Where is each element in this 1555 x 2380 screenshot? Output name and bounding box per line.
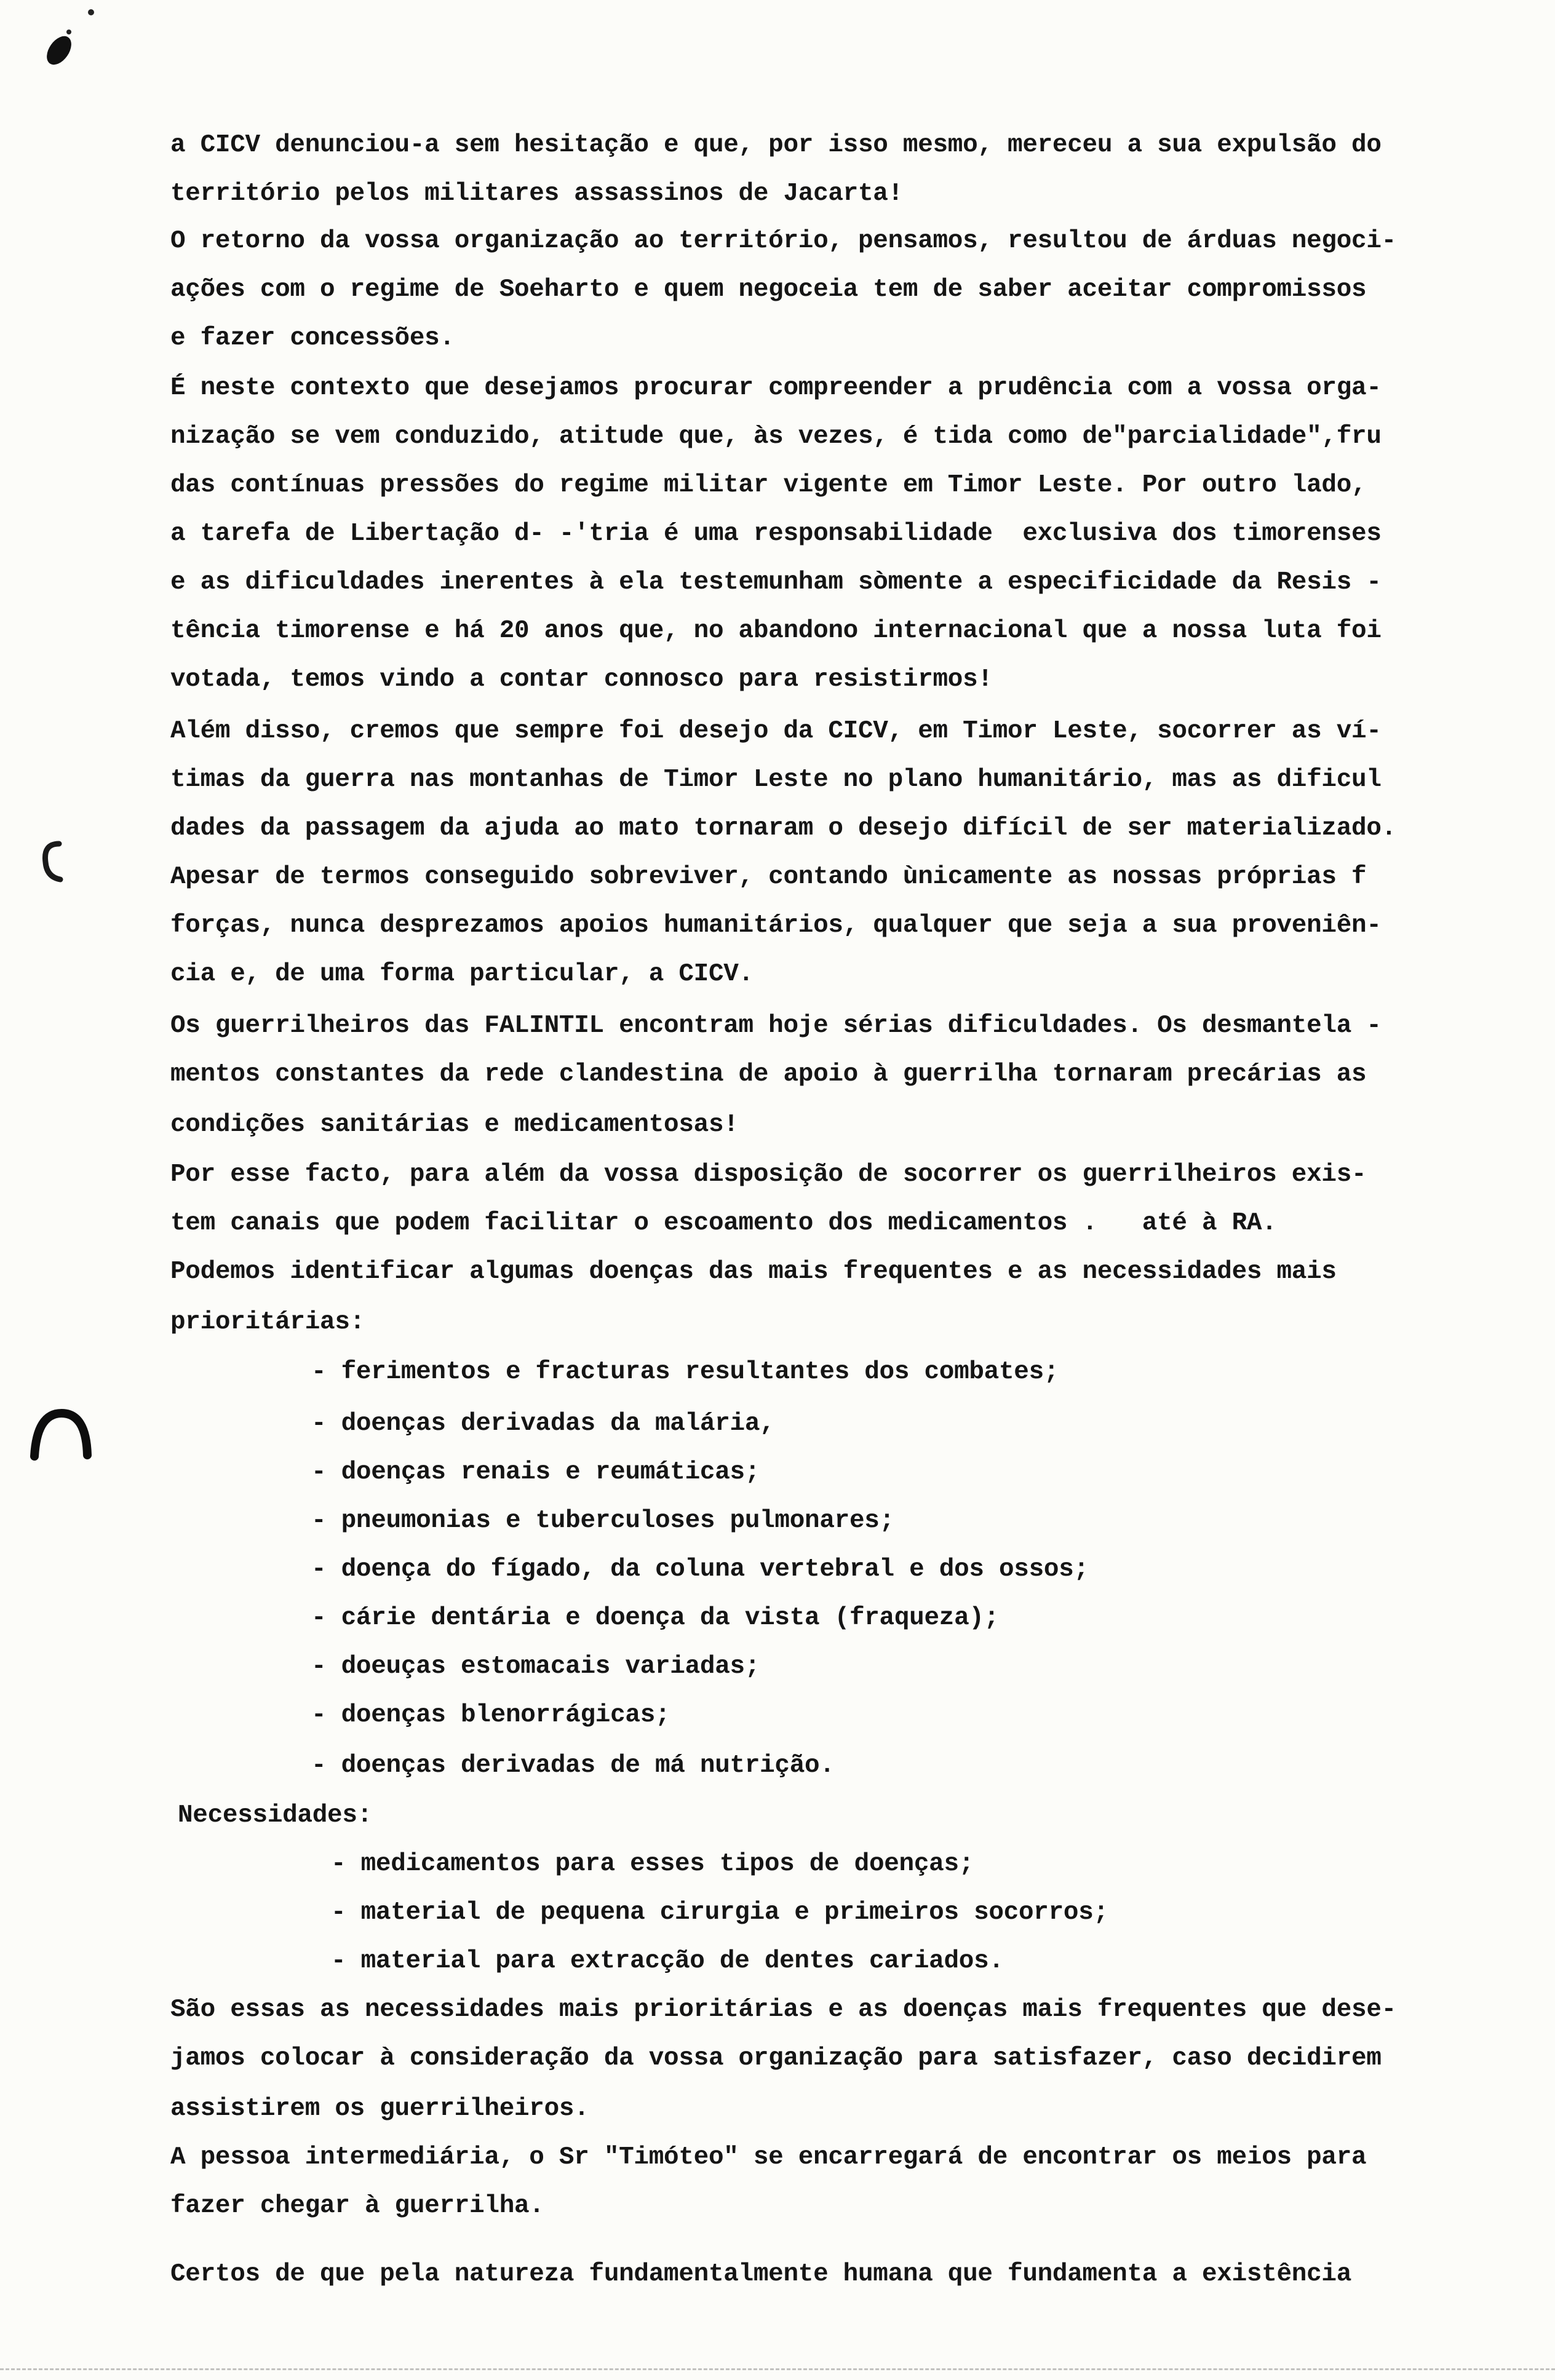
text-line: Podemos identificar algumas doenças das mais frequentes e as necessidades mais <box>170 1258 1337 1286</box>
text-line: forças, nunca desprezamos apoios humanitários, qualquer que seja a sua proveniên- <box>170 911 1382 940</box>
text-line: e as dificuldades inerentes à ela testemunham sòmente a especificidade da Resis - <box>170 568 1382 597</box>
list-item: - pneumonias e tuberculoses pulmonares; <box>311 1507 894 1535</box>
text-line: mentos constantes da rede clandestina de apoio à guerrilha tornaram precárias as <box>170 1060 1367 1089</box>
text-line: timas da guerra nas montanhas de Timor Leste no plano humanitário, mas as dificul <box>170 766 1382 794</box>
list-item: - cárie dentária e doença da vista (fraqueza); <box>311 1604 999 1632</box>
text-line: nização se vem conduzido, atitude que, às vezes, é tida como de"parcialidade",fru <box>170 422 1382 451</box>
list-item: - doenças renais e reumáticas; <box>311 1458 760 1486</box>
list-item: - material para extracção de dentes cariados. <box>331 1947 1004 1975</box>
text-line: Os guerrilheiros das FALINTIL encontram hoje sérias dificuldades. Os desmantela - <box>170 1012 1382 1040</box>
list-item: - doenças derivadas de má nutrição. <box>311 1751 835 1780</box>
text-line: tem canais que podem facilitar o escoamento dos medicamentos . até à RA. <box>170 1209 1277 1237</box>
ink-blot-icon <box>42 9 94 69</box>
text-line: Por esse facto, para além da vossa disposição de socorrer os guerrilheiros exis- <box>170 1160 1367 1189</box>
text-line: território pelos militares assassinos de Jacarta! <box>170 180 903 208</box>
list-item: - material de pequena cirurgia e primeiros socorros; <box>331 1898 1108 1927</box>
text-line: votada, temos vindo a contar connosco para resistirmos! <box>170 665 993 694</box>
text-line: dades da passagem da ajuda ao mato tornaram o desejo difícil de ser materializado. <box>170 814 1396 843</box>
text-line: a CICV denunciou-a sem hesitação e que, por isso mesmo, mereceu a sua expulsão do <box>170 131 1382 159</box>
text-line: cia e, de uma forma particular, a CICV. <box>170 960 754 988</box>
list-item: - doenças derivadas da malária, <box>311 1410 775 1438</box>
text-line: e fazer concessões. <box>170 324 455 352</box>
hole-punch-arc-icon <box>34 1413 87 1456</box>
text-line: prioritárias: <box>170 1308 365 1336</box>
list-item: - ferimentos e fracturas resultantes dos combates; <box>311 1358 1059 1386</box>
scan-bottom-edge <box>0 2368 1555 2370</box>
text-line: das contínuas pressões do regime militar vigente em Timor Leste. Por outro lado, <box>170 471 1367 499</box>
text-line: Certos de que pela natureza fundamentalmente humana que fundamenta a existência <box>170 2260 1352 2288</box>
list-item: - doeuças estomacais variadas; <box>311 1652 760 1681</box>
text-line: ações com o regime de Soeharto e quem negoceia tem de saber aceitar compromissos <box>170 276 1367 304</box>
section-heading: Necessidades: <box>178 1801 372 1830</box>
text-line: condições sanitárias e medicamentosas! <box>170 1111 739 1139</box>
text-line: Apesar de termos conseguido sobreviver, contando ùnicamente as nossas próprias f <box>170 863 1367 891</box>
text-line: A pessoa intermediária, o Sr "Timóteo" se encarregará de encontrar os meios para <box>170 2143 1367 2172</box>
text-line: São essas as necessidades mais prioritárias e as doenças mais frequentes que dese- <box>170 1996 1396 2024</box>
text-line: jamos colocar à consideração da vossa organização para satisfazer, caso decidirem <box>170 2044 1382 2073</box>
list-item: - doenças blenorrágicas; <box>311 1701 670 1729</box>
text-line: fazer chegar à guerrilha. <box>170 2192 544 2220</box>
list-item: - medicamentos para esses tipos de doenças; <box>331 1850 974 1878</box>
text-line: a tarefa de Libertação d- -'tria é uma responsabilidade exclusiva dos timorenses <box>170 520 1382 548</box>
list-item: - doença do fígado, da coluna vertebral e dos ossos; <box>311 1555 1089 1584</box>
text-line: Além disso, cremos que sempre foi desejo da CICV, em Timor Leste, socorrer as ví- <box>170 717 1382 745</box>
text-line: É neste contexto que desejamos procurar compreender a prudência com a vossa orga- <box>170 374 1382 402</box>
text-line: O retorno da vossa organização ao território, pensamos, resultou de árduas negoci- <box>170 227 1396 255</box>
margin-bracket-icon <box>45 844 60 879</box>
text-line: assistirem os guerrilheiros. <box>170 2095 589 2123</box>
text-line: tência timorense e há 20 anos que, no abandono internacional que a nossa luta foi <box>170 617 1382 645</box>
